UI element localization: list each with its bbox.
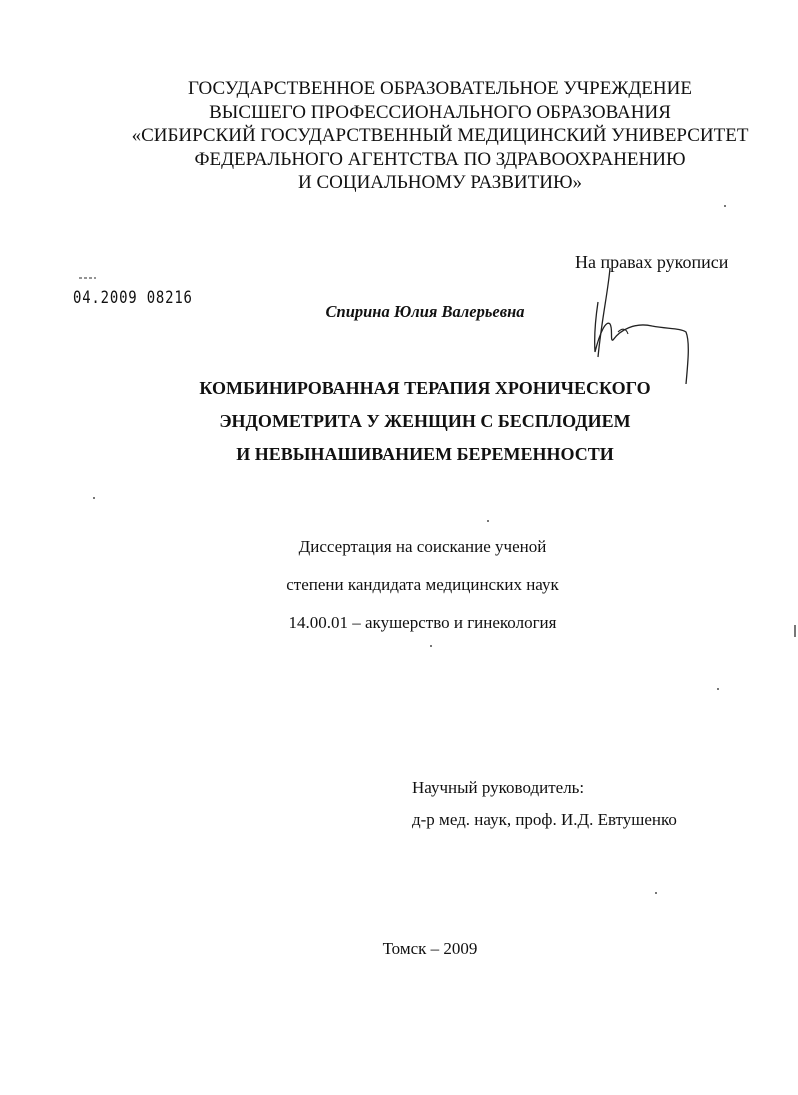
supervisor-name: д-р мед. наук, проф. И.Д. Евтушенко — [412, 810, 677, 829]
institution-header — [90, 77, 790, 195]
scan-speck — [93, 497, 95, 499]
institution-line: И СОЦИАЛЬНОМУ РАЗВИТИЮ» — [297, 172, 583, 193]
city-year: Томск – 2009 — [382, 939, 478, 958]
degree-line: степени кандидата медицинских наук — [286, 575, 559, 594]
institution-line: ВЫСШЕГО ПРОФЕССИОНАЛЬНОГО ОБРАЗОВАНИЯ — [209, 101, 671, 123]
scan-speck — [430, 645, 432, 647]
title-line: ЭНДОМЕТРИТА У ЖЕНЩИН С БЕСПЛОДИЕМ — [219, 411, 631, 431]
degree-line: Диссертация на соискание ученой — [298, 537, 547, 556]
manuscript-note: На правах рукописи — [575, 252, 729, 272]
title-line: И НЕВЫНАШИВАНИЕМ БЕРЕМЕННОСТИ — [236, 444, 614, 464]
dissertation-title — [150, 372, 700, 471]
scan-speck — [655, 892, 657, 894]
scan-speck — [724, 205, 726, 207]
degree-info — [200, 528, 645, 642]
scan-speck — [717, 688, 719, 690]
scan-speck — [794, 625, 796, 637]
institution-line: ФЕДЕРАЛЬНОГО АГЕНТСТВА ПО ЗДРАВООХРАНЕНИЮ — [194, 148, 686, 170]
stamp-mark — [78, 276, 98, 280]
degree-line: 14.00.01 – акушерство и гинекология — [288, 613, 557, 632]
supervisor-label: Научный руководитель: — [412, 778, 585, 797]
institution-line: ГОСУДАРСТВЕННОЕ ОБРАЗОВАТЕЛЬНОЕ УЧРЕЖДЕНИЕ — [188, 78, 692, 99]
author-name: Спирина Юлия Валерьевна — [325, 302, 525, 321]
supervisor-block — [412, 772, 677, 836]
library-stamp: 04.2009 08216 — [73, 288, 193, 308]
institution-line: «СИБИРСКИЙ ГОСУДАРСТВЕННЫЙ МЕДИЦИНСКИЙ УНИВЕРСИТЕТ — [131, 125, 749, 146]
scan-speck — [487, 520, 489, 522]
title-line: КОМБИНИРОВАННАЯ ТЕРАПИЯ ХРОНИЧЕСКОГО — [199, 378, 651, 398]
